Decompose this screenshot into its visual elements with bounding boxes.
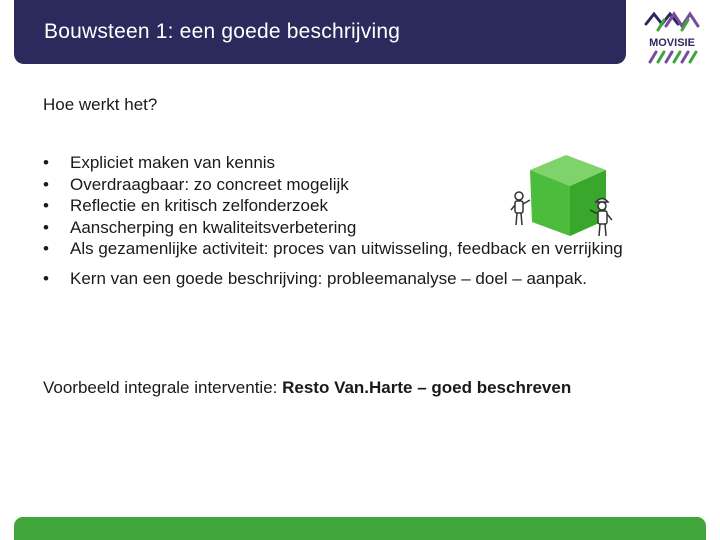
green-building-block-with-workers-icon <box>508 150 628 242</box>
subheading: Hoe werkt het? <box>43 95 158 114</box>
title-bar <box>14 0 626 64</box>
bullet-item: • Kern van een goede beschrijving: probleemanalyse – doel – aanpak. <box>43 268 693 290</box>
bullet-item: • Als gezamenlijke activiteit: proces van uitwisseling, feedback en verrijking <box>43 238 693 260</box>
example-prefix: Voorbeeld integrale interventie: <box>43 378 283 397</box>
left-worker <box>511 192 530 225</box>
bullet-item: • Overdraagbaar: zo concreet mogelijk <box>43 174 693 196</box>
bullet-item: • Aanscherping en kwaliteitsverbetering <box>43 217 693 239</box>
logo-mark <box>646 14 698 30</box>
logo-wordmark: MOVISIE <box>649 37 695 49</box>
movisie-logo <box>636 6 708 68</box>
example-title: Resto Van.Harte – goed beschreven <box>282 378 572 397</box>
logo-stripes <box>650 52 696 62</box>
footer-bar <box>14 517 706 540</box>
slide-title: Bouwsteen 1: een goede beschrijving <box>44 20 401 43</box>
bullet-item: • Expliciet maken van kennis <box>43 152 693 174</box>
example-line <box>43 378 571 398</box>
bullet-item: • Reflectie en kritisch zelfonderzoek <box>43 195 693 217</box>
